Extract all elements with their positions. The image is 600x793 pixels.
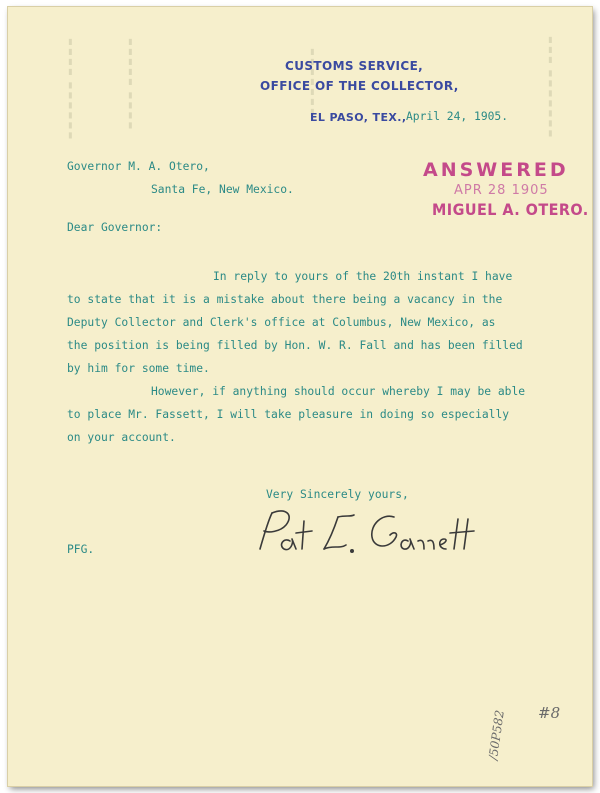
- answered-stamp-title: ANSWERED: [423, 159, 569, 181]
- body-line: to state that it is a mistake about there being a vacancy in the: [67, 293, 503, 306]
- bleed-through-text: ▮▮▮▮▮▮▮: [308, 47, 317, 117]
- signature: [246, 505, 546, 567]
- body-line: to place Mr. Fassett, I will take pleasure in doing so especially: [67, 408, 510, 421]
- bleed-through-text: ▮▮▮▮ ▮▮▮▮▮▮: [66, 37, 75, 141]
- letterhead-place: EL PASO, TEX.,: [310, 111, 407, 124]
- body-line: Deputy Collector and Clerk's office at Columbus, New Mexico, as: [67, 316, 496, 329]
- recipient-location: Santa Fe, New Mexico.: [151, 183, 294, 196]
- bleed-through-text: ▮▮▮ ▮▮▮▮▮▮▮: [546, 35, 555, 139]
- body-line: In reply to yours of the 20th instant I have: [213, 270, 513, 283]
- closing: Very Sincerely yours,: [266, 488, 409, 501]
- body-line: the position is being filled by Hon. W. R. Fall and has been filled: [67, 339, 523, 352]
- letterhead-line-2: OFFICE OF THE COLLECTOR,: [260, 79, 459, 93]
- answered-stamp-date: APR 28 1905: [454, 183, 549, 198]
- recipient-name: Governor M. A. Otero,: [67, 160, 210, 173]
- bleed-through-text: ▮▮▮▮▮ ▮▮▮▮: [126, 37, 135, 131]
- pencil-catalog-number: /50P582: [486, 709, 507, 761]
- typist-initials: PFG.: [67, 543, 95, 556]
- salutation: Dear Governor:: [67, 221, 163, 234]
- body-line: on your account.: [67, 431, 176, 444]
- letter-date: April 24, 1905.: [406, 110, 509, 123]
- answered-stamp-name: MIGUEL A. OTERO.: [432, 200, 589, 219]
- pencil-number: #8: [538, 704, 561, 722]
- body-line: However, if anything should occur whereby I may be able: [151, 385, 526, 398]
- body-line: by him for some time.: [67, 362, 210, 375]
- letter-sheet: [8, 7, 592, 786]
- letterhead-line-1: CUSTOMS SERVICE,: [285, 59, 424, 73]
